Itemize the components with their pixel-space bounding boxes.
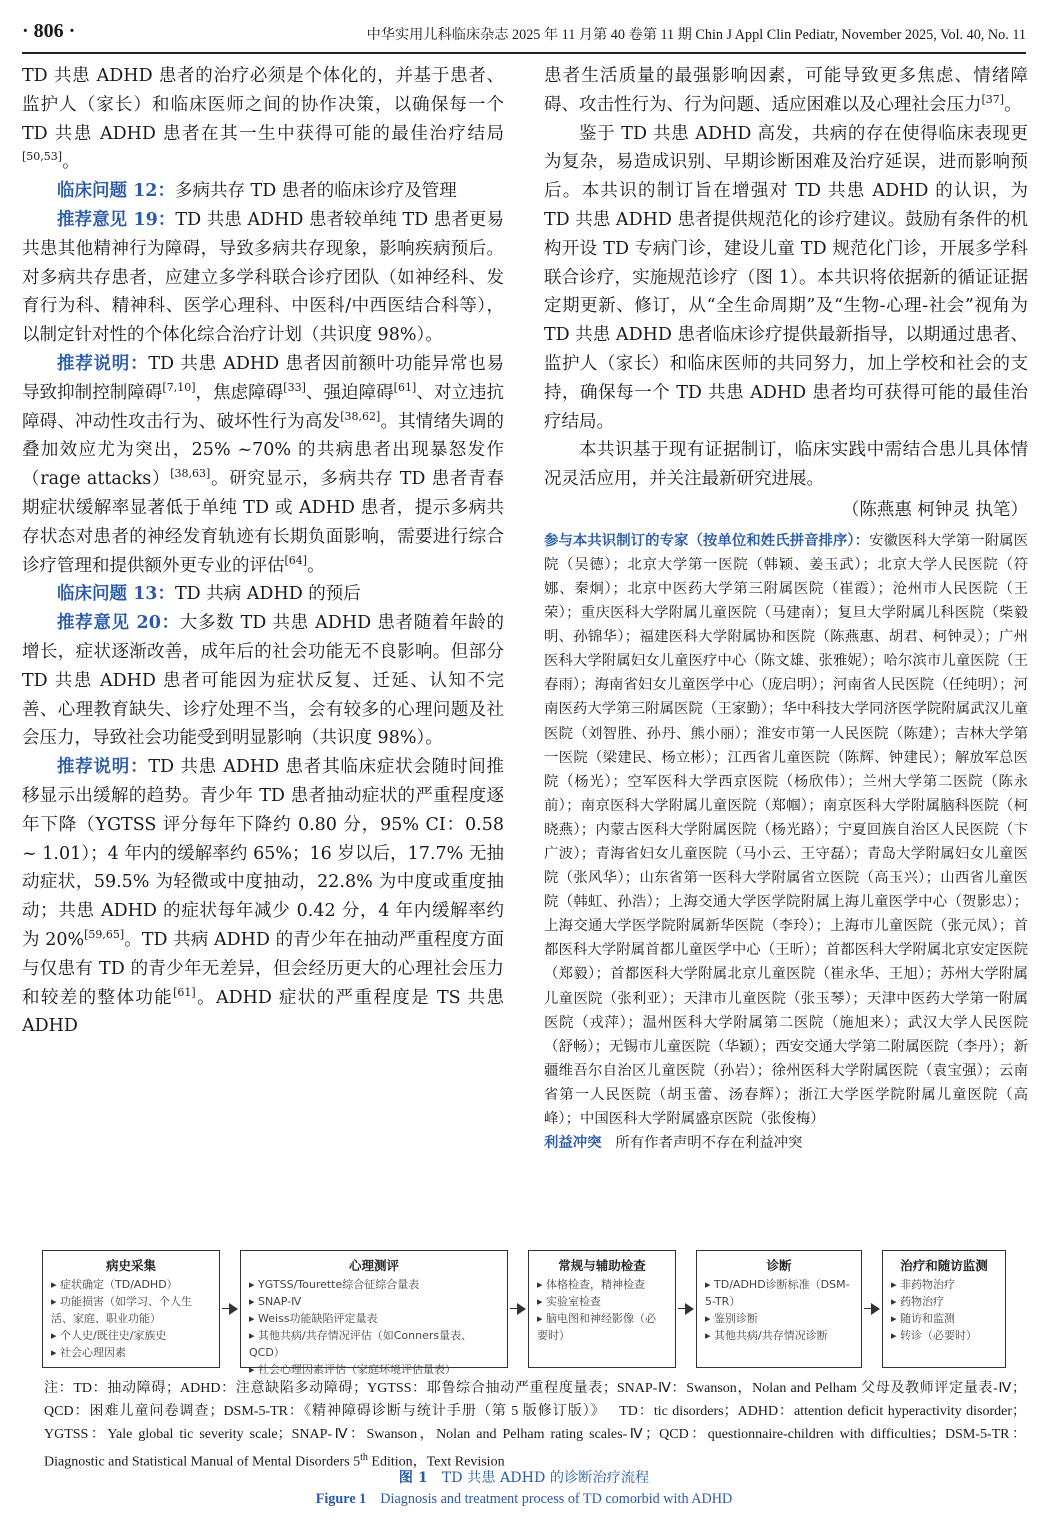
journal-title: 中华实用儿科临床杂志 2025 年 11 月第 40 卷第 11 期 Chin J Appl Clin Pediatr, November 2025, Vol. 40, No. 11: [366, 27, 1026, 43]
flow-box-psych-assessment: [240, 1250, 508, 1376]
flow-item: ▸ 实验室检查: [537, 1293, 667, 1310]
paragraph-individualized-treatment: TD 共患 ADHD 患者的治疗必须是个体化的，并基于患者、监护人（家长）和临床医师之间的协作决策，以确保每一个 TD 共患 ADHD 患者在其一生中获得可能的最佳治疗结局[50,53]。: [22, 66, 504, 173]
flow-item: ▸ 体格检查，精神检查: [537, 1276, 667, 1293]
clinical-question-13: 临床问题 13：TD 共病 ADHD 的预后: [57, 584, 361, 605]
citation[interactable]: [50,53]: [22, 150, 63, 164]
flow-box-diagnosis: [696, 1250, 862, 1368]
citation[interactable]: [59,65]: [84, 928, 125, 942]
flow-arrow: [864, 1302, 880, 1316]
explanation-19: 推荐说明：TD 共患 ADHD 患者因前额叶功能异常也易导致抑制控制障碍[7,10]，焦虑障碍[33]、强迫障碍[61]、对立违抗障碍、冲动性攻击行为、破坏性行为高发[38,62]。其情绪失调的叠加效应尤为突出，25% ~70% 的共病患者出现暴怒发作（rage attacks）[38,63]。研究显示，多病共存 TD 患者青春期症状缓解率显著低于单纯 TD 或 ADHD 患者，提示多病共存状态对患者的神经发育轨迹有长期负面影响，需要进行综合诊疗管理和提供额外更专业的评估[64]。: [22, 353, 505, 576]
flow-item: ▸ 症状确定（TD/ADHD）: [51, 1276, 211, 1293]
figure-note: 注：TD：抽动障碍；ADHD：注意缺陷多动障碍；YGTSS：耶鲁综合抽动严重程度量表；SNAP-Ⅳ：Swanson，Nolan and Pelham 父母及教师评定量表-Ⅳ；QCD：困难儿童问卷调查；DSM-5-TR：《精神障碍诊断与统计手册（第 5 版修订版）》 TD：tic disorders；ADHD：attention deficit hyperactivity disorder；YGTSS：Yale global tic severity scale；SNAP-Ⅳ：Swanson，Nolan and Pelham rating scales-Ⅳ；QCD：questionnaire-children with difficulties；DSM-5-TR：Diagnostic and Statistical Manual of Mental Disorders 5th Edition，Text Revision: [44, 1381, 1026, 1470]
flow-item: ▸ TD/ADHD诊断标准（DSM-5-TR）: [705, 1276, 853, 1310]
flow-box-treatment: [882, 1250, 1006, 1368]
right-column: [544, 62, 1028, 1155]
conflict-of-interest: 利益冲突 所有作者声明不存在利益冲突: [544, 1134, 803, 1152]
citation[interactable]: [37]: [981, 92, 1005, 106]
flow-arrow: [678, 1302, 694, 1316]
clinical-question-12: 临床问题 12：多病共存 TD 患者的临床诊疗及管理: [57, 181, 457, 202]
flow-box-title: 心理测评: [348, 1258, 399, 1273]
paragraph-consensus-aim: 鉴于 TD 共患 ADHD 高发，共病的存在使得临床表现更为复杂，易造成识别、早期诊断困难及治疗延误，进而影响预后。本共识的制订旨在增强对 TD 共患 ADHD 的认识，为 TD 共患 ADHD 患者提供规范化的诊疗建议。鼓励有条件的机构开设 TD 专病门诊，建设儿童 TD 规范化门诊，开展多学科联合诊疗，实施规范诊疗（图 1）。本共识将依据新的循证证据定期更新、修订，从“全生命周期”及“生物-心理-社会”视角为 TD 共患 ADHD 患者临床诊疗提供最新指导，以期通过患者、监护人（家长）和临床医师的共同努力，加上学校和社会的支持，确保每一个 TD 共患 ADHD 患者均可获得可能的最佳治疗结局。: [544, 123, 1028, 432]
flow-box-exams: [528, 1250, 676, 1368]
flow-item: ▸ SNAP-Ⅳ: [249, 1293, 499, 1310]
flow-item: ▸ 脑电图和神经影像（必要时）: [537, 1310, 667, 1344]
page-number: · 806 ·: [22, 20, 76, 42]
flow-item: ▸ Weiss功能缺陷评定量表: [249, 1310, 499, 1327]
flow-box-title: 常规与辅助检查: [558, 1258, 646, 1273]
flow-item: ▸ 个人史/既往史/家族史: [51, 1327, 211, 1344]
flow-box-title: 病史采集: [105, 1258, 156, 1273]
page-header: [22, 14, 1026, 54]
flow-arrow: [510, 1302, 526, 1316]
citation[interactable]: [64]: [284, 553, 308, 567]
citation[interactable]: [38,63]: [170, 467, 211, 481]
flow-item: ▸ 社会心理因素评估（家庭环境评估量表）: [249, 1361, 499, 1378]
flow-box-title: 治疗和随访监测: [900, 1258, 988, 1273]
flow-item: ▸ 非药物治疗: [891, 1276, 997, 1293]
flow-item: ▸ 其他共病/共存情况评估（如Conners量表、QCD）: [249, 1327, 499, 1361]
flow-item: ▸ 转诊（必要时）: [891, 1327, 997, 1344]
paragraph-consensus-basis: 本共识基于现有证据制订，临床实践中需结合患儿具体情况灵活应用，并关注最新研究进展。: [544, 440, 1028, 490]
expert-list: 参与本共识制订的专家（按单位和姓氏拼音排序）：安徽医科大学第一附属医院（吴德）；北京大学第一医院（韩颖、姜玉武）；北京大学人民医院（符娜、秦炯）；北京中医药大学第三附属医院（崔霞）；沧州市人民医院（王荣）；重庆医科大学附属儿童医院（马建南）；复旦大学附属儿科医院（柴毅明、孙锦华）；福建医科大学附属协和医院（陈燕惠、胡君、柯钟灵）；广州医科大学附属妇女儿童医疗中心（陈文雄、张雅妮）；哈尔滨市儿童医院（王春雨）；海南省妇女儿童医学中心（庞启明）；河南省人民医院（任纯明）；河南医药大学第三附属医院（王家勤）；华中科技大学同济医学院附属武汉儿童医院（刘智胜、孙丹、熊小丽）；淮安市第一人民医院（陈建）；吉林大学第一医院（梁建民、杨立彬）；江西省儿童医院（陈辉、钟建民）；解放军总医院（杨光）；空军医科大学西京医院（杨欣伟）；兰州大学第二医院（陈永前）；南京医科大学附属儿童医院（郑帼）；南京医科大学附属脑科医院（柯晓燕）；内蒙古医科大学附属医院（杨光路）；宁夏回族自治区人民医院（卞广波）；青海省妇女儿童医院（马小云、王守磊）；青岛大学附属妇女儿童医院（张风华）；山东省第一医科大学附属省立医院（高玉兴）；山西省儿童医院（韩虹、孙浩）；上海交通大学医学院附属上海儿童医学中心（贺影忠）；上海交通大学医学院附属新华医院（李玲）；上海市儿童医院（张元凤）；首都医科大学附属首都儿童医学中心（王昕）；首都医科大学附属北京安定医院（郑毅）；首都医科大学附属北京儿童医院（崔永华、王旭）；苏州大学附属儿童医院（张利亚）；天津市儿童医院（张玉琴）；天津中医药大学第一附属医院（戎萍）；温州医科大学附属第二医院（施旭来）；武汉大学人民医院（舒畅）；无锡市儿童医院（华颖）；西安交通大学第二附属医院（李丹）；新疆维吾尔自治区儿童医院（孙岩）；徐州医科大学附属医院（袁宝强）；云南省第一人民医院（胡玉蕾、汤春辉）；浙江大学医学院附属儿童医院（高峰）；中国医科大学附属盛京医院（张俊梅）: [544, 531, 1028, 1127]
flow-item: ▸ YGTSS/Tourette综合征综合量表: [249, 1276, 499, 1293]
flow-item: ▸ 社会心理因素: [51, 1344, 211, 1361]
citation[interactable]: [7,10]: [162, 380, 196, 394]
header-rule: [22, 52, 1026, 54]
citation[interactable]: [61]: [393, 380, 417, 394]
flow-item: ▸ 鉴别诊断: [705, 1310, 853, 1327]
recommendation-19: 推荐意见 19：TD 共患 ADHD 患者较单纯 TD 患者更易共患其他精神行为障碍，导致多病共存现象，影响疾病预后。对多病共存患者，应建立多学科联合诊疗团队（如神经科、发育行为科、精神科、医学心理科、中医科/中西医结合科等），以制定针对性的个体化综合治疗计划（共识度 98%）。: [22, 209, 504, 346]
flow-item: ▸ 其他共病/共存情况诊断: [705, 1327, 853, 1344]
flow-item: ▸ 功能损害（如学习、个人生活、家庭、职业功能）: [51, 1293, 211, 1327]
recommendation-20: 推荐意见 20：大多数 TD 共患 ADHD 患者随着年龄的增长，症状逐渐改善，成年后的社会功能无不良影响。但部分 TD 共患 ADHD 患者可能因为症状反复、迁延、认知不完善、心理教育缺失、诊疗处理不当，会有较多的心理问题及社会压力，导致社会功能受到明显影响（共识度 98%）。: [22, 613, 504, 749]
author-signature: （陈燕惠 柯钟灵 执笔）: [841, 499, 1028, 520]
flow-item: ▸ 随访和监测: [891, 1310, 997, 1327]
paragraph-quality-of-life: 患者生活质量的最强影响因素，可能导致更多焦虑、情绪障碍、攻击性行为、行为问题、适应困难以及心理社会压力[37]。: [544, 66, 1028, 115]
flow-box-history: [42, 1250, 220, 1368]
citation[interactable]: [38,62]: [340, 409, 381, 423]
flow-item: ▸ 药物治疗: [891, 1293, 997, 1310]
figure-caption-en: Figure 1 Diagnosis and treatment process of TD comorbid with ADHD: [315, 1491, 733, 1507]
citation[interactable]: [61]: [173, 985, 196, 999]
citation[interactable]: [33]: [283, 380, 306, 394]
flow-box-title: 诊断: [766, 1258, 792, 1273]
flow-arrow: [222, 1302, 238, 1316]
explanation-20: 推荐说明：TD 共患 ADHD 患者其临床症状会随时间推移显示出缓解的趋势。青少年 TD 患者抽动症状的严重程度逐年下降（YGTSS 评分每年下降约 0.80 分，95% CI：0.58 ~ 1.01）；4 年内的缓解率约 65%；16 岁以后，17.7% 无抽动症状，59.5% 为轻微或中度抽动，22.8% 为中度或重度抽动；共患 ADHD 的症状每年减少 0.42 分，4 年内缓解率约为 20%[59,65]。TD 共病 ADHD 的青少年在抽动严重程度方面与仅患有 TD 的青少年无差异，但会经历更大的心理社会压力和较差的整体功能[61]。ADHD 症状的严重程度是 TS 共患 ADHD: [22, 757, 504, 1037]
flowchart-figure: [22, 1250, 1026, 1376]
figure-caption-cn: 图 1 TD 共患 ADHD 的诊断治疗流程: [398, 1470, 650, 1486]
left-column: [22, 62, 504, 1041]
